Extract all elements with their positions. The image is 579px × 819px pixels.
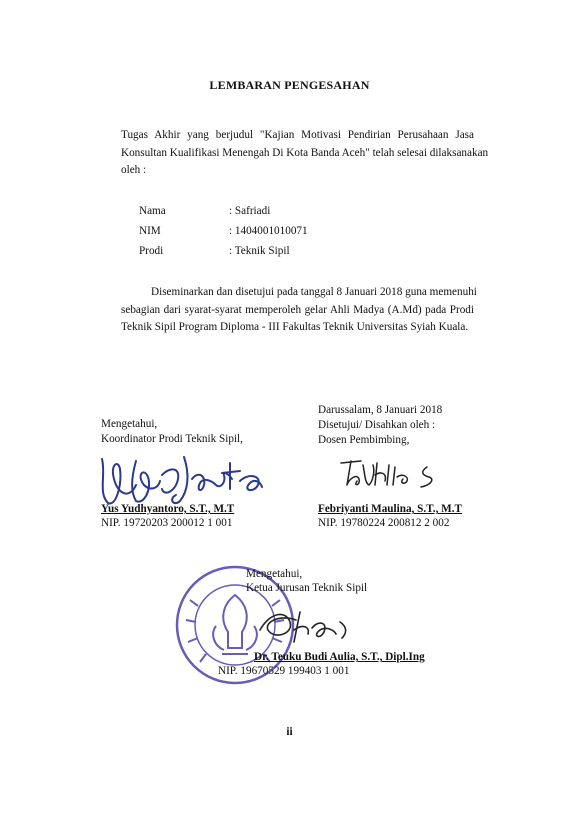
left-acknowledge-label: Mengetahui, — [101, 418, 158, 430]
right-role-label: Dosen Pembimbing, — [318, 434, 410, 446]
field-label: Prodi — [139, 245, 164, 257]
page-title: LEMBARAN PENGESAHAN — [209, 78, 370, 92]
field-value: : Safriadi — [229, 205, 271, 217]
right-signer-name: Febriyanti Maulina, S.T., M.T — [318, 503, 462, 515]
intro-line-2: Konsultan Kualifikasi Menengah Di Kota Banda Aceh" telah selesai dilaksanakan — [121, 146, 489, 159]
intro-paragraph — [121, 127, 489, 180]
field-label: NIM — [139, 225, 161, 237]
place-date: Darussalam, 8 Januari 2018 — [318, 404, 443, 416]
body-line-1: Diseminarkan dan disetujui pada tanggal 8 Januari 2018 guna memenuhi — [151, 286, 477, 298]
left-signer-nip: NIP. 19720203 200012 1 001 — [101, 517, 233, 529]
body-line-3: Teknik Sipil Program Diploma - III Fakultas Teknik Universitas Syiah Kuala. — [121, 321, 469, 333]
right-signer-nip: NIP. 19780224 200812 2 002 — [318, 517, 450, 529]
intro-line-3: oleh : — [121, 164, 147, 176]
bottom-role-label: Ketua Jurusan Teknik Sipil — [246, 582, 368, 594]
bottom-signature — [250, 600, 360, 650]
left-role-label: Koordinator Prodi Teknik Sipil, — [101, 433, 243, 445]
body-line-2: sebagian dari syarat-syarat memperoleh gelar Ahli Madya (A.Md) pada Prodi — [121, 303, 474, 316]
intro-line-1: Tugas Akhir yang berjudul "Kajian Motivasi Pendirian Perusahaan Jasa — [121, 129, 474, 141]
bottom-acknowledge-label: Mengetahui, — [246, 568, 303, 580]
body-paragraph — [121, 284, 477, 337]
right-approval-label: Disetujui/ Disahkan oleh : — [318, 419, 436, 431]
left-signer-name: Yus Yudhyantoro, S.T., M.T — [101, 503, 235, 515]
right-signature — [335, 455, 445, 495]
bottom-signer-name: Dr. Teuku Budi Aulia, S.T., Dipl.Ing — [254, 651, 425, 663]
field-value: : 1404001010071 — [229, 225, 308, 237]
page-number: ii — [286, 726, 293, 738]
field-value: : Teknik Sipil — [229, 245, 290, 257]
field-label: Nama — [139, 205, 166, 217]
bottom-signer-nip: NIP. 19670529 199403 1 001 — [218, 665, 350, 677]
